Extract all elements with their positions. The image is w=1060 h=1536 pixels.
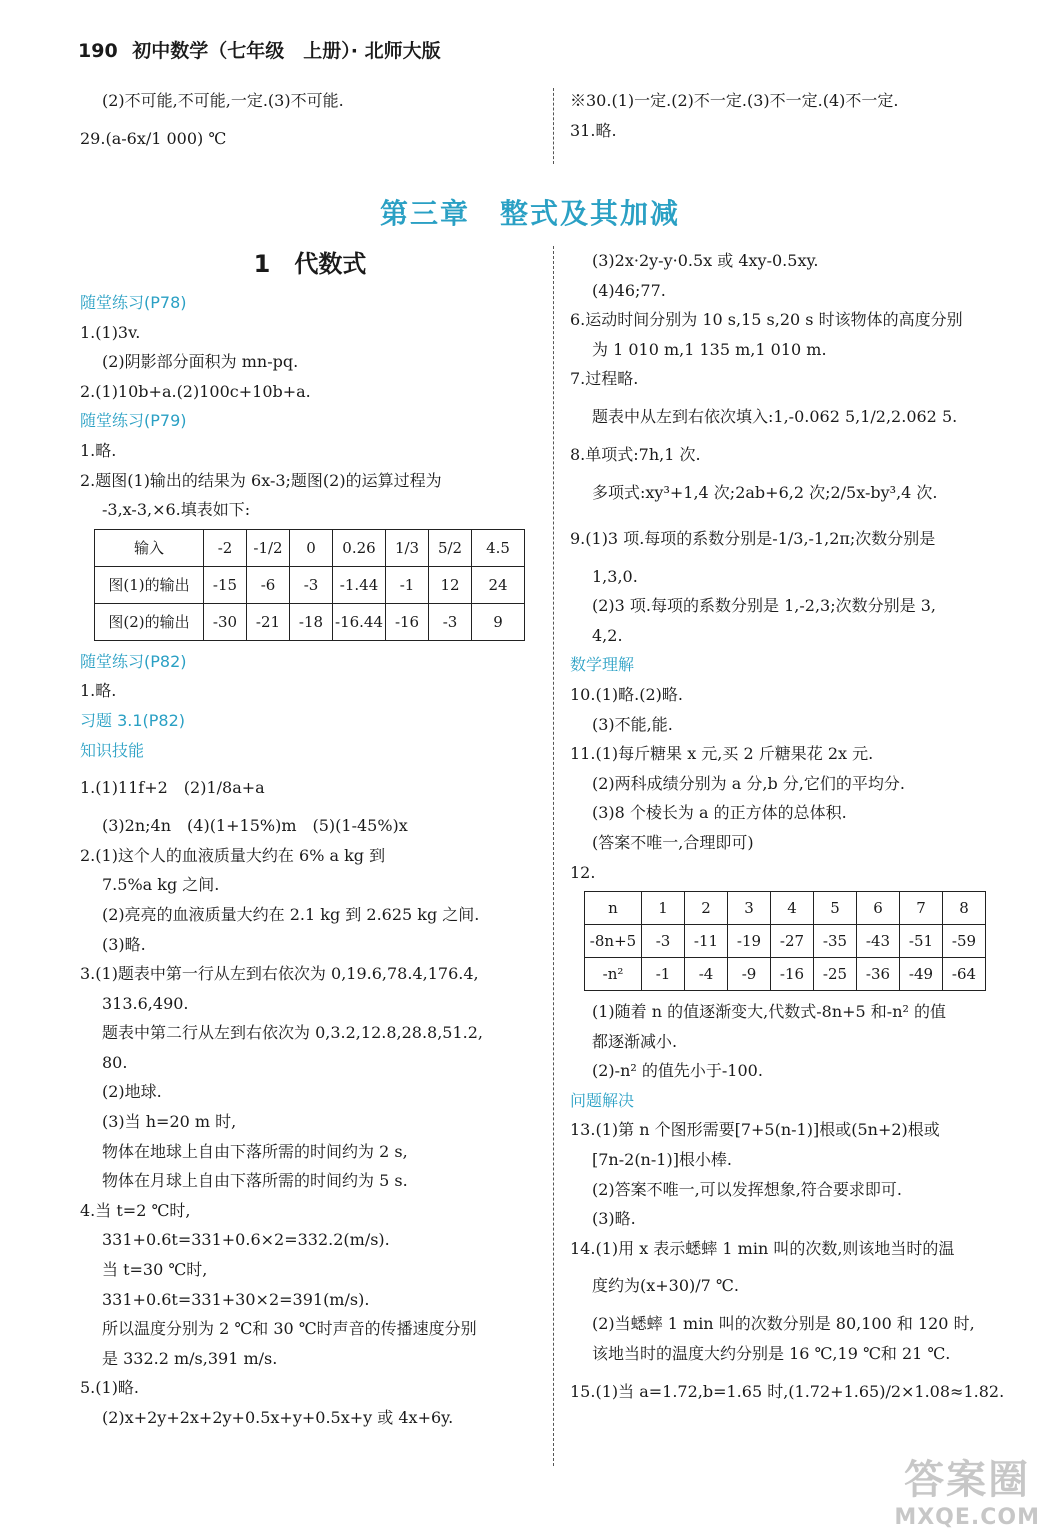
table-cell: 4 (771, 892, 814, 925)
section-heading: 习题 3.1(P82) (80, 710, 186, 730)
answer-line: 多项式:xy³+1,4 次;2ab+6,2 次;2/5x-by³,4 次. (592, 482, 938, 502)
answer-line: 1.(1)3v. (80, 322, 141, 342)
watermark-url: MXQE.COM (894, 1505, 1040, 1530)
answer-line: 15.(1)当 a=1.72,b=1.65 时,(1.72+1.65)/2×1.08≈1.82. (570, 1381, 1005, 1401)
table-cell: 4.5 (472, 529, 525, 566)
table2 (584, 891, 986, 991)
table-cell: -59 (943, 925, 986, 958)
table-cell: -18 (290, 603, 333, 640)
table-cell: -21 (247, 603, 290, 640)
answer-line: (2)当蟋蟀 1 min 叫的次数分别是 80,100 和 120 时, (592, 1314, 975, 1334)
answer-line: 80. (102, 1052, 128, 1072)
column-divider-top (553, 88, 554, 164)
table-cell: -27 (771, 925, 814, 958)
table-cell: -1.44 (333, 566, 386, 603)
table-cell: -6 (247, 566, 290, 603)
table-cell: -49 (900, 958, 943, 991)
answer-line: 物体在地球上自由下落所需的时间约为 2 s, (102, 1141, 408, 1161)
section-heading: 问题解决 (570, 1090, 635, 1110)
table-cell: -35 (814, 925, 857, 958)
answer-line: 3.(1)题表中第一行从左到右依次为 0,19.6,78.4,176.4, (80, 964, 479, 984)
answer-line: 2.题图(1)输出的结果为 6x-3;题图(2)的运算过程为 (80, 470, 442, 490)
answer-line: (2)两科成绩分别为 a 分,b 分,它们的平均分. (592, 773, 905, 793)
table-cell: 图(2)的输出 (95, 603, 204, 640)
answer-line: 7.5%a kg 之间. (102, 875, 220, 895)
answer-line: (2)阴影部分面积为 mn-pq. (102, 352, 299, 372)
answer-line: 7.过程略. (570, 369, 639, 389)
answer-line: (2)不可能,不可能,一定.(3)不可能. (102, 91, 344, 110)
answer-line: 6.运动时间分别为 10 s,15 s,20 s 时该物体的高度分别 (570, 310, 963, 330)
answer-line: 度约为(x+30)/7 ℃. (592, 1276, 739, 1296)
table-row (95, 529, 525, 566)
table-cell: -15 (204, 566, 247, 603)
answer-line: [7n-2(n-1)]根小棒. (592, 1150, 733, 1170)
page-header (78, 36, 441, 63)
answer-line: 当 t=30 ℃时, (102, 1260, 208, 1280)
table-cell: 9 (472, 603, 525, 640)
answer-line: (3)当 h=20 m 时, (102, 1112, 237, 1132)
table-row (585, 892, 986, 925)
table-cell: 图(1)的输出 (95, 566, 204, 603)
answer-line: 1.略. (80, 681, 117, 701)
answer-line: 是 332.2 m/s,391 m/s. (102, 1348, 278, 1368)
answer-line: 所以温度分别为 2 ℃和 30 ℃时声音的传播速度分别 (102, 1319, 477, 1339)
answer-line: (4)46;77. (592, 280, 666, 300)
answer-line: (2)3 项.每项的系数分别是 1,-2,3;次数分别是 3, (592, 596, 936, 616)
answer-line: -3,x-3,×6.填表如下: (102, 500, 251, 520)
table-cell: -43 (857, 925, 900, 958)
table-cell: 5/2 (429, 529, 472, 566)
answer-line: (3)2x·2y-y·0.5x 或 4xy-0.5xy. (592, 251, 819, 270)
answer-line: 1.略. (80, 440, 117, 460)
answer-line: 10.(1)略.(2)略. (570, 684, 683, 704)
answer-line: (2)x+2y+2x+2y+0.5x+y+0.5x+y 或 4x+6y. (102, 1408, 454, 1427)
table-cell: -9 (728, 958, 771, 991)
page-number: 190 (78, 40, 118, 62)
table1 (94, 529, 525, 641)
answer-line: (2)答案不唯一,可以发挥想象,符合要求即可. (592, 1179, 902, 1199)
answer-line: 都逐渐减小. (592, 1031, 678, 1051)
table-cell: -11 (685, 925, 728, 958)
table-cell: -25 (814, 958, 857, 991)
watermark (894, 1448, 1040, 1530)
answer-line: 为 1 010 m,1 135 m,1 010 m. (592, 339, 827, 359)
table-cell: 8 (943, 892, 986, 925)
answer-line: 9.(1)3 项.每项的系数分别是-1/3,-1,2π;次数分别是 (570, 528, 936, 548)
answer-line: (3)不能,能. (592, 714, 673, 734)
section-heading: 数学理解 (570, 655, 635, 675)
answer-line: 8.单项式:7h,1 次. (570, 444, 701, 464)
column-divider-main (553, 246, 554, 1466)
answer-line: 331+0.6t=331+0.6×2=332.2(m/s). (102, 1230, 390, 1250)
table-cell: -16 (771, 958, 814, 991)
answer-line: 1,3,0. (592, 566, 638, 586)
table-cell: -3 (429, 603, 472, 640)
lesson-title: 1 代数式 (253, 250, 367, 278)
left-column (80, 288, 540, 1433)
answer-line: (2)-n² 的值先小于-100. (592, 1061, 763, 1081)
table-cell: -16.44 (333, 603, 386, 640)
section-heading: 知识技能 (80, 740, 145, 760)
answer-line: (答案不唯一,合理即可) (592, 832, 754, 852)
table-cell: -19 (728, 925, 771, 958)
table-cell: 0.26 (333, 529, 386, 566)
chapter-title: 第三章 整式及其加减 (379, 197, 680, 230)
answer-line: (2)亮亮的血液质量大约在 2.1 kg 到 2.625 kg 之间. (102, 904, 480, 924)
table-cell: 3 (728, 892, 771, 925)
answer-line: 4.当 t=2 ℃时, (80, 1200, 191, 1220)
table-row (585, 925, 986, 958)
answer-line: 12. (570, 862, 596, 882)
answer-line: 29.(a-6x/1 000) ℃ (80, 128, 227, 148)
answer-line: (1)随着 n 的值逐渐变大,代数式-8n+5 和-n² 的值 (592, 1002, 947, 1022)
table-cell: -1 (386, 566, 429, 603)
table-cell: -1/2 (247, 529, 290, 566)
answer-line: 11.(1)每斤糖果 x 元,买 2 斤糖果花 2x 元. (570, 744, 874, 764)
table-cell: -51 (900, 925, 943, 958)
table-cell: -3 (642, 925, 685, 958)
answer-line: (3)8 个棱长为 a 的正方体的总体积. (592, 803, 847, 823)
table-cell: 1/3 (386, 529, 429, 566)
table-cell: 5 (814, 892, 857, 925)
answer-line: (3)2n;4n (4)(1+15%)m (5)(1-45%)x (102, 816, 408, 836)
table-cell: -1 (642, 958, 685, 991)
answer-line: (3)略. (102, 934, 146, 954)
answer-line: 13.(1)第 n 个图形需要[7+5(n-1)]根或(5n+2)根或 (570, 1120, 940, 1140)
answer-line: 物体在月球上自由下落所需的时间约为 5 s. (102, 1171, 408, 1191)
answer-line: 4,2. (592, 625, 623, 645)
table-cell: 1 (642, 892, 685, 925)
answer-line: 14.(1)用 x 表示蟋蟀 1 min 叫的次数,则该地当时的温 (570, 1238, 955, 1258)
top-right-column (570, 86, 1030, 145)
table-cell: -8n+5 (585, 925, 642, 958)
top-left-column (80, 86, 540, 162)
table-row (95, 566, 525, 603)
answer-line: 2.(1)10b+a.(2)100c+10b+a. (80, 381, 311, 401)
table-cell: -3 (290, 566, 333, 603)
table-cell: 输入 (95, 529, 204, 566)
table-cell: -4 (685, 958, 728, 991)
table-cell: -16 (386, 603, 429, 640)
table-cell: -64 (943, 958, 986, 991)
answer-line: (3)略. (592, 1209, 636, 1229)
section-heading: 随堂练习(P79) (80, 411, 187, 431)
table-cell: 6 (857, 892, 900, 925)
table-cell: -36 (857, 958, 900, 991)
book-title: 初中数学（七年级 上册）· 北师大版 (132, 40, 441, 62)
table-cell: 2 (685, 892, 728, 925)
table-cell: 7 (900, 892, 943, 925)
section-heading: 随堂练习(P78) (80, 293, 187, 312)
table-cell: 24 (472, 566, 525, 603)
answer-line: 5.(1)略. (80, 1378, 140, 1398)
answer-line: 题表中第二行从左到右依次为 0,3.2,12.8,28.8,51.2, (102, 1023, 484, 1043)
table-row (585, 958, 986, 991)
answer-line: 题表中从左到右依次填入:1,-0.062 5,1/2,2.062 5. (592, 406, 958, 426)
answer-line: (2)地球. (102, 1082, 162, 1102)
table-cell: -n² (585, 958, 642, 991)
watermark-logo: 答案圈 (904, 1457, 1031, 1503)
answer-line: 1.(1)11f+2 (2)1/8a+a (80, 778, 265, 798)
table-cell: 12 (429, 566, 472, 603)
table-row (95, 603, 525, 640)
answer-line: ※30.(1)一定.(2)不一定.(3)不一定.(4)不一定. (570, 91, 899, 110)
answer-line: 313.6,490. (102, 993, 189, 1013)
answer-line: 该地当时的温度大约分别是 16 ℃,19 ℃和 21 ℃. (592, 1344, 951, 1364)
answer-line: 2.(1)这个人的血液质量大约在 6% a kg 到 (80, 845, 386, 865)
answer-line: 31.略. (570, 120, 617, 140)
table-cell: -30 (204, 603, 247, 640)
table-cell: n (585, 892, 642, 925)
right-column (570, 246, 1030, 1415)
table-cell: 0 (290, 529, 333, 566)
answer-line: 331+0.6t=331+30×2=391(m/s). (102, 1289, 370, 1309)
table-cell: -2 (204, 529, 247, 566)
section-heading: 随堂练习(P82) (80, 651, 187, 671)
